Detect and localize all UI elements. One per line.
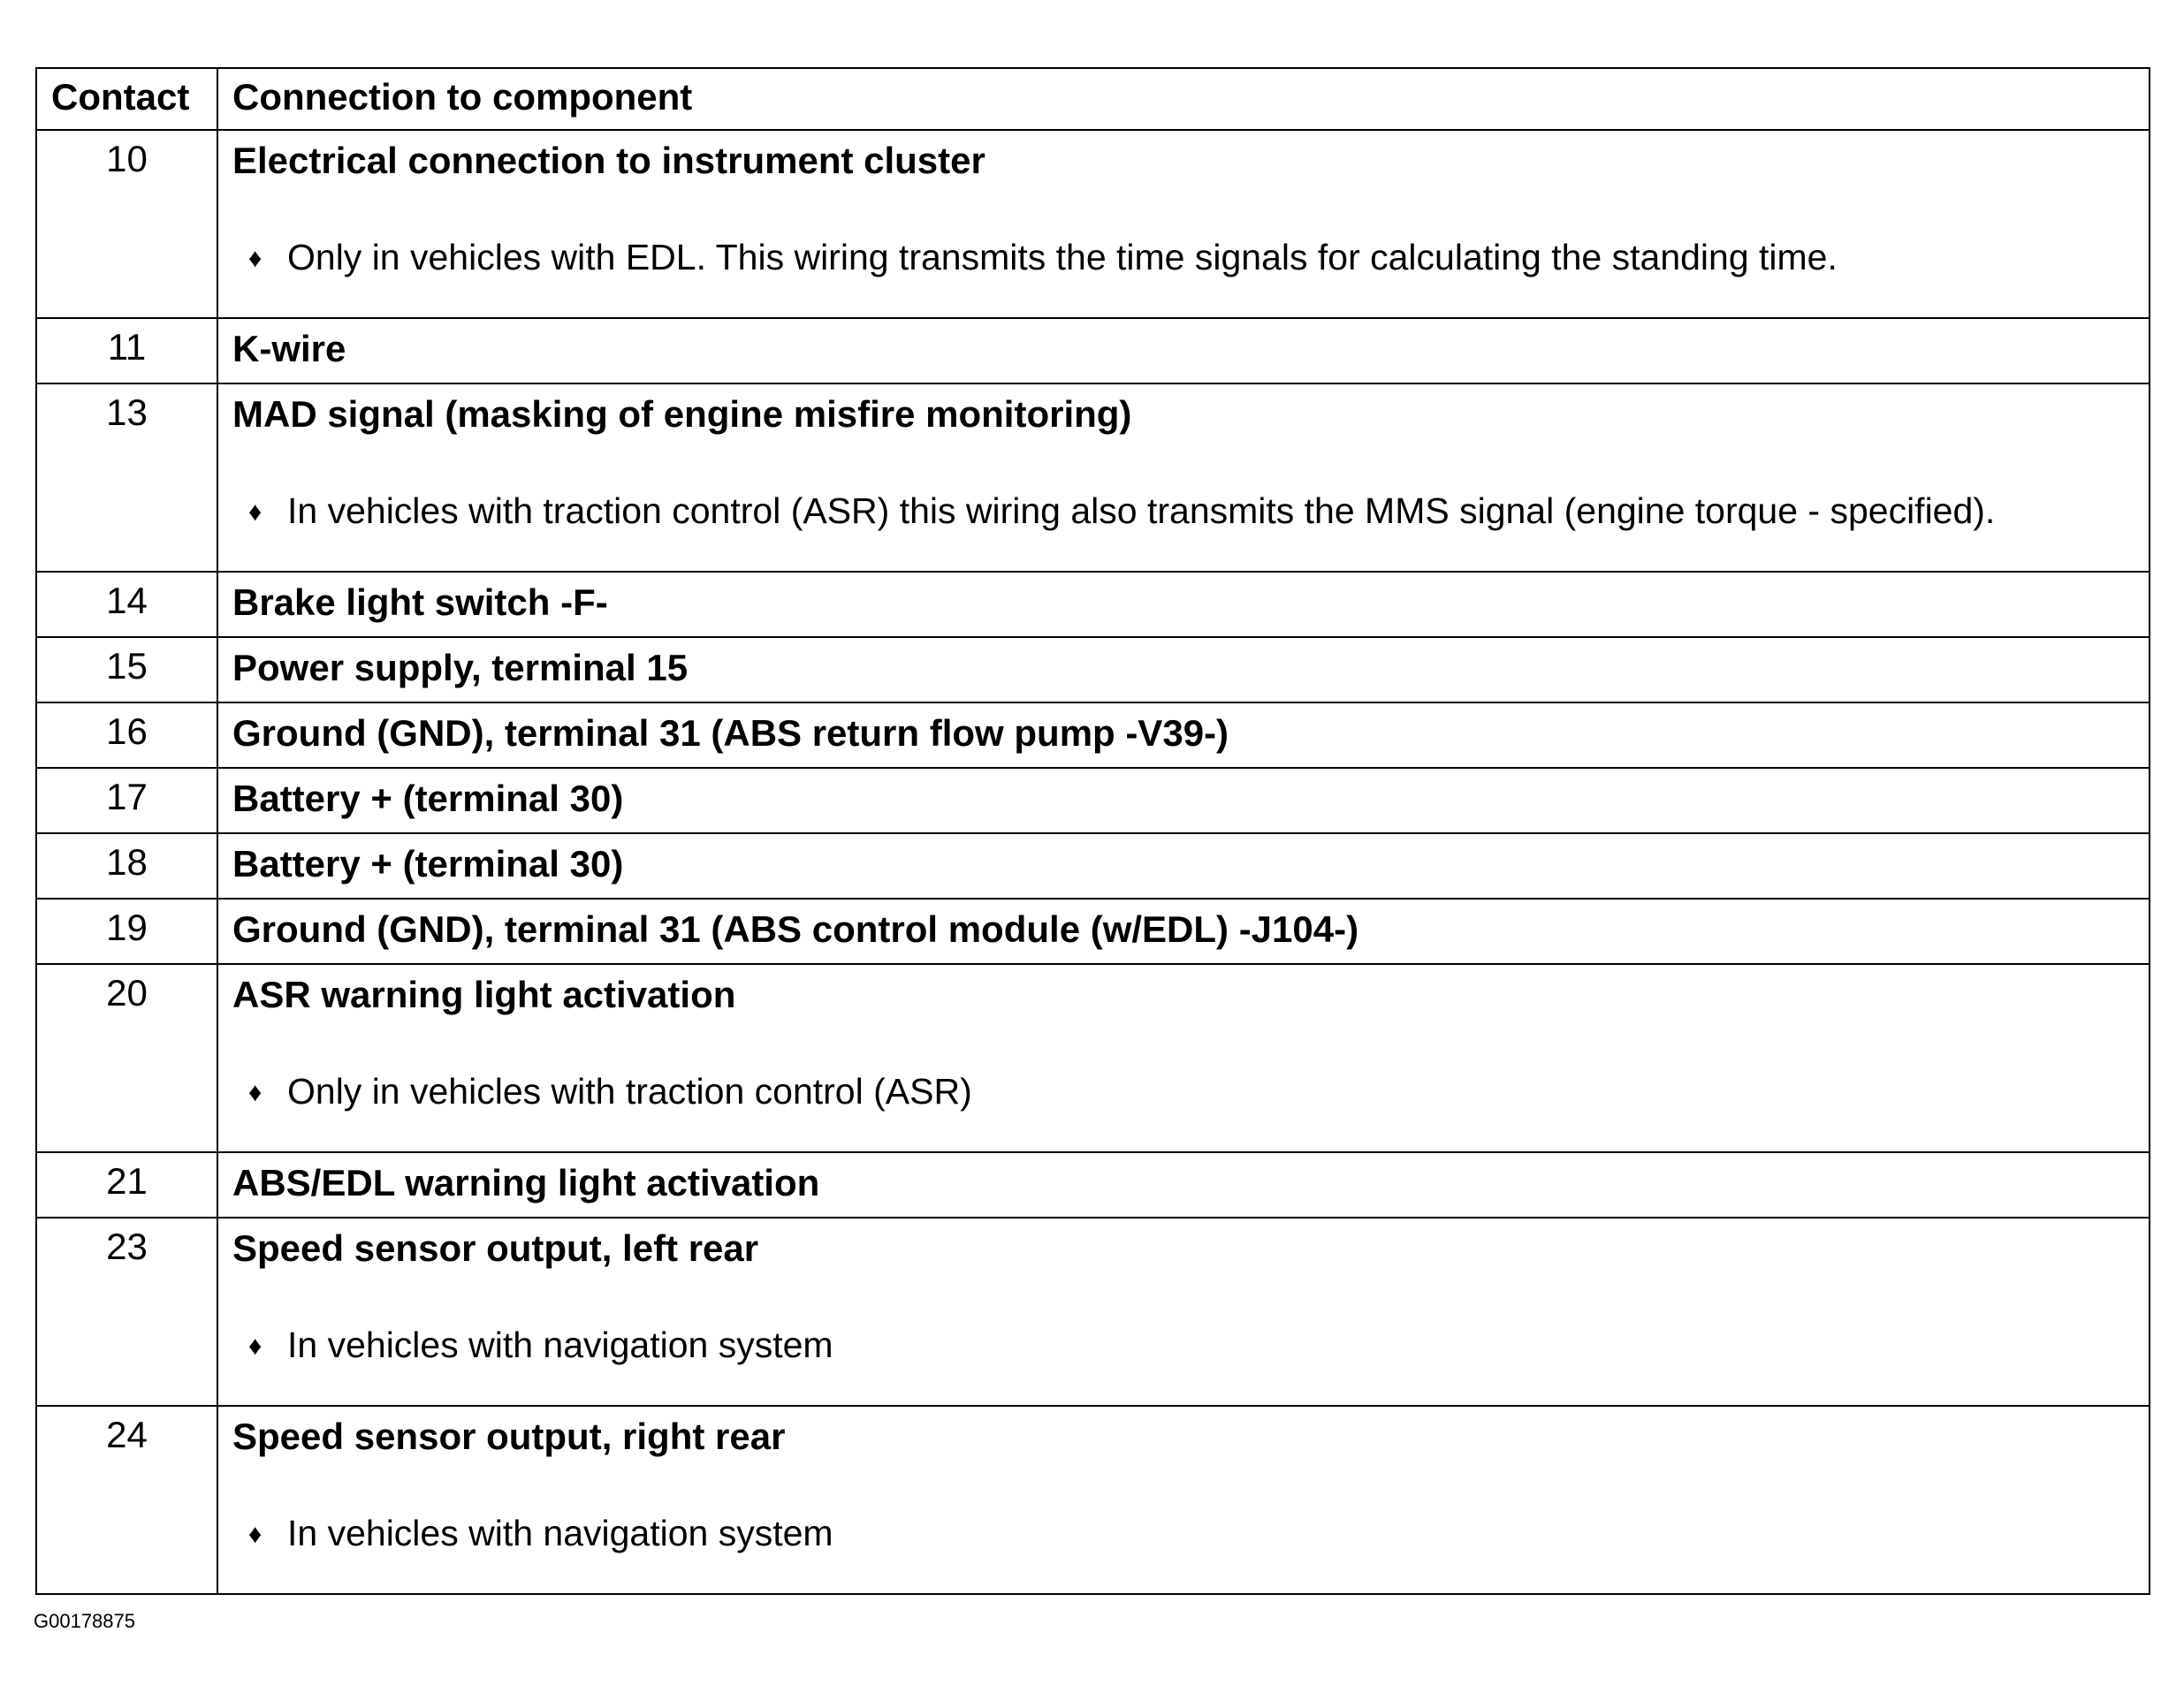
connection-cell	[217, 833, 2150, 899]
column-header-connection: Connection to component	[217, 68, 2150, 130]
diamond-bullet-icon: ♦	[248, 1078, 263, 1107]
table-row	[36, 1218, 2150, 1406]
contact-number: 19	[36, 899, 217, 964]
table-header-row	[36, 68, 2150, 130]
connection-cell	[217, 637, 2150, 702]
contact-number: 15	[36, 637, 217, 702]
connection-title: MAD signal (masking of engine misfire monitoring)	[232, 393, 1132, 435]
connection-title: Ground (GND), terminal 31 (ABS return flow pump -V39-)	[232, 712, 1229, 754]
contact-number: 24	[36, 1406, 217, 1594]
connection-cell	[217, 1218, 2150, 1406]
connection-note	[232, 1069, 2138, 1115]
connection-cell	[217, 1406, 2150, 1594]
contact-number: 16	[36, 702, 217, 768]
contact-number: 23	[36, 1218, 217, 1406]
connection-cell	[217, 318, 2150, 383]
table-row	[36, 768, 2150, 833]
table-row	[36, 383, 2150, 572]
table-row	[36, 1406, 2150, 1594]
table-row	[36, 572, 2150, 637]
connection-title: K-wire	[232, 328, 346, 369]
contact-number: 13	[36, 383, 217, 572]
table-row	[36, 318, 2150, 383]
contact-number: 10	[36, 130, 217, 318]
contact-number: 18	[36, 833, 217, 899]
connection-note	[232, 489, 2138, 535]
connection-note-text: In vehicles with navigation system	[287, 1513, 833, 1553]
table-row	[36, 637, 2150, 702]
table-row	[36, 702, 2150, 768]
contact-table	[35, 67, 2150, 1595]
connection-title: Electrical connection to instrument cluster	[232, 140, 985, 181]
contact-number: 17	[36, 768, 217, 833]
connection-cell	[217, 1152, 2150, 1218]
connection-note	[232, 235, 2138, 281]
contact-number: 20	[36, 964, 217, 1152]
contact-number: 11	[36, 318, 217, 383]
connection-cell	[217, 768, 2150, 833]
connection-title: Ground (GND), terminal 31 (ABS control module (w/EDL) -J104-)	[232, 908, 1359, 950]
diamond-bullet-icon: ♦	[248, 244, 263, 273]
connection-title: Speed sensor output, right rear	[232, 1416, 786, 1457]
diamond-bullet-icon: ♦	[248, 1520, 263, 1549]
figure-id: G00178875	[34, 1610, 135, 1632]
connection-note-text: Only in vehicles with traction control (ASR)	[287, 1071, 972, 1112]
connection-note-text: Only in vehicles with EDL. This wiring transmits the time signals for calculating the standing time.	[287, 237, 1838, 277]
connection-note-text: In vehicles with traction control (ASR) this wiring also transmits the MMS signal (engine torque - specified).	[287, 490, 1996, 531]
connection-title: Brake light switch -F-	[232, 581, 608, 623]
connection-title: ASR warning light activation	[232, 974, 736, 1015]
connection-cell	[217, 572, 2150, 637]
connection-title: Power supply, terminal 15	[232, 647, 689, 688]
diamond-bullet-icon: ♦	[248, 1332, 263, 1361]
table-row	[36, 1152, 2150, 1218]
table-row	[36, 899, 2150, 964]
table-row	[36, 964, 2150, 1152]
connection-title: ABS/EDL warning light activation	[232, 1162, 820, 1203]
connection-cell	[217, 130, 2150, 318]
diamond-bullet-icon: ♦	[248, 497, 263, 527]
connection-cell	[217, 383, 2150, 572]
connection-note-text: In vehicles with navigation system	[287, 1325, 833, 1365]
connection-title: Battery + (terminal 30)	[232, 843, 624, 884]
column-header-contact: Contact	[36, 68, 217, 130]
contact-number: 14	[36, 572, 217, 637]
connection-cell	[217, 899, 2150, 964]
connection-cell	[217, 964, 2150, 1152]
connection-title: Battery + (terminal 30)	[232, 778, 624, 819]
contact-number: 21	[36, 1152, 217, 1218]
connection-note	[232, 1323, 2138, 1369]
table-row	[36, 130, 2150, 318]
connection-note	[232, 1511, 2138, 1557]
table-row	[36, 833, 2150, 899]
connection-title: Speed sensor output, left rear	[232, 1227, 759, 1269]
connection-cell	[217, 702, 2150, 768]
